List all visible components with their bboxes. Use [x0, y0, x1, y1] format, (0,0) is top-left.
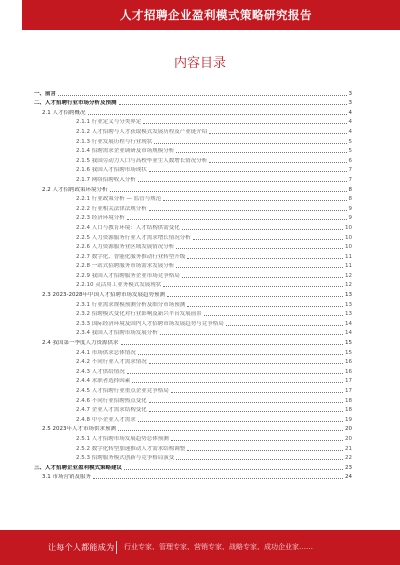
toc-leader-dots — [149, 363, 343, 364]
toc-entry-title: 2.2.6 人力资源服务业区域发展情况分析 — [76, 244, 175, 251]
toc-leader-dots — [163, 200, 346, 201]
toc-entry-page: 13 — [345, 301, 352, 308]
toc-entry-page: 8 — [348, 196, 352, 203]
toc-leader-dots — [182, 277, 343, 278]
toc-entry-page: 10 — [345, 224, 352, 231]
toc-entry-title: 2.1.5 我国劳动力人口与高校毕业生人数增长情况分析 — [76, 157, 208, 164]
toc-entry[interactable] — [34, 357, 352, 367]
toc-leader-dots — [132, 382, 343, 383]
header-tab-decoration — [0, 0, 22, 30]
toc-leader-dots — [187, 450, 343, 451]
toc-entry[interactable] — [34, 222, 352, 232]
toc-leader-dots — [118, 430, 343, 431]
toc-leader-dots — [138, 421, 343, 422]
toc-leader-dots — [121, 344, 344, 345]
toc-entry-page: 7 — [348, 176, 352, 183]
toc-entry-title: 三、人才招聘企业盈利模式策略建议 — [34, 464, 123, 471]
toc-leader-dots — [149, 411, 343, 412]
toc-entry-page: 4 — [348, 119, 352, 126]
toc-entry[interactable] — [34, 395, 352, 405]
toc-entry-page: 5 — [348, 138, 352, 145]
toc-entry[interactable] — [34, 414, 352, 424]
toc-leader-dots — [149, 171, 347, 172]
toc-entry-page: 13 — [345, 311, 352, 318]
toc-entry-title: 2.3.2 招聘模式变化对行业影响及新兴平台发展前景 — [76, 311, 202, 318]
toc-entry[interactable] — [34, 136, 352, 146]
toc-entry-page: 14 — [345, 330, 352, 337]
toc-leader-dots — [209, 133, 346, 134]
toc-entry[interactable] — [34, 462, 352, 472]
toc-leader-dots — [163, 286, 343, 287]
toc-entry[interactable] — [34, 337, 352, 347]
toc-entry-title: 2.5.1 人才招聘市场发展趋势总体预测 — [76, 435, 169, 442]
toc-entry-page: 12 — [345, 282, 352, 289]
toc-leader-dots — [187, 258, 343, 259]
toc-entry[interactable] — [34, 405, 352, 415]
toc-entry[interactable] — [34, 443, 352, 453]
toc-entry[interactable] — [34, 146, 352, 156]
toc-entry-page: 4 — [348, 128, 352, 135]
toc-entry-title: 2.2.2 行业相关法律法规分析 — [76, 205, 147, 212]
toc-entry[interactable] — [34, 318, 352, 328]
toc-entry[interactable] — [34, 98, 352, 108]
toc-entry-title: 2.1.6 我国人才招聘市场现状 — [76, 167, 147, 174]
footer-roles: 行业专家、管理专家、营销专家、战略专家、成功企业家…… — [124, 543, 313, 551]
toc-entry-page: 17 — [345, 388, 352, 394]
toc-entry-page: 11 — [345, 263, 352, 270]
toc-entry-title: 2.5.2 数字化转型加速推动人才需求结构调整 — [76, 445, 186, 452]
toc-entry[interactable] — [34, 165, 352, 175]
toc-entry-title: 2.2.8 一站式招聘服务市场需求发展分析 — [76, 263, 175, 270]
toc-entry-page: 13 — [345, 292, 352, 299]
toc-entry[interactable] — [34, 203, 352, 213]
toc-entry-title: 2.1.4 招聘需求企业调研及市场规模分析 — [76, 148, 175, 155]
toc-entry[interactable] — [34, 424, 352, 434]
toc-leader-dots — [171, 440, 343, 441]
toc-leader-dots — [149, 402, 343, 403]
toc-entry-page: 9 — [348, 205, 352, 212]
toc-entry-title: 2.2.9 我国人才招聘服务企业市场竞争格局 — [76, 272, 180, 279]
toc-leader-dots — [204, 315, 343, 316]
toc-entry-page: 15 — [345, 340, 352, 347]
toc-entry-title: 2.4.7 企业人才需求结构变化 — [76, 407, 147, 414]
toc-entry-page: 12 — [345, 272, 352, 279]
toc-entry[interactable] — [34, 117, 352, 127]
toc-entry-title: 2.4.6 不同行业招聘热点变化 — [76, 397, 147, 404]
toc-entry[interactable] — [34, 347, 352, 357]
toc-leader-dots — [193, 239, 343, 240]
toc-entry[interactable] — [34, 107, 352, 117]
toc-entry-title: 2.4.2 不同行业人才需求情况 — [76, 359, 147, 366]
toc-entry-page: 21 — [345, 445, 352, 452]
toc-entry-title: 2.1.1 行业定义与分类界定 — [76, 119, 142, 126]
toc-leader-dots — [110, 191, 347, 192]
toc-entry-page: 5 — [348, 148, 352, 155]
toc-entry-title: 二、人才招聘行业市场分析及预测 — [34, 100, 117, 107]
toc-entry[interactable] — [34, 174, 352, 184]
toc-entry-page: 10 — [345, 244, 352, 251]
toc-entry[interactable] — [34, 242, 352, 252]
toc-entry-page: 16 — [345, 368, 352, 375]
toc-entry[interactable] — [34, 88, 352, 98]
toc-entry-title: 2.2.10 灵活用工业务模式发展现状 — [76, 282, 162, 289]
footer-slogan: 让每个人都能成为 — [48, 543, 115, 552]
toc-entry-title: 2.2.1 行业政策分析 — 监管与规范 — [76, 196, 162, 203]
table-of-contents — [34, 88, 352, 481]
toc-entry[interactable] — [34, 289, 352, 299]
toc-entry-title: 2.4.4 求职者选择因素 — [76, 378, 131, 385]
toc-entry-title: 2.5.3 招聘服务模式创新与竞争格局演变 — [76, 455, 175, 462]
toc-leader-dots — [149, 210, 347, 211]
toc-entry[interactable] — [34, 251, 352, 261]
toc-leader-dots — [119, 104, 347, 105]
toc-entry-title: 2.1.7 网络招聘收入分析 — [76, 176, 136, 183]
toc-entry-title: 2.3.4 我国人才招聘市场发展分析 — [76, 330, 158, 337]
toc-entry-title: 2.1.3 行业发展历程与行业现状 — [76, 138, 153, 145]
toc-entry-title: 3.1 市场营销及服务 — [42, 474, 91, 481]
toc-entry[interactable] — [34, 155, 352, 165]
toc-entry-page: 4 — [348, 109, 352, 116]
toc-leader-dots — [182, 229, 343, 230]
toc-leader-dots — [154, 143, 346, 144]
toc-entry[interactable] — [34, 453, 352, 463]
toc-entry-title: 2.1 人才招聘概况 — [42, 109, 86, 116]
toc-entry-title: 2.4 我国第一季度人力资源供求 — [42, 340, 119, 347]
toc-heading: 内容目录 — [173, 56, 226, 71]
toc-entry-page: 18 — [345, 407, 352, 414]
toc-leader-dots — [124, 469, 343, 470]
toc-entry-page: 22 — [345, 455, 352, 462]
toc-entry[interactable] — [34, 126, 352, 136]
report-header — [0, 0, 400, 30]
toc-entry-page: 23 — [345, 464, 352, 471]
toc-entry-page: 18 — [345, 397, 352, 404]
toc-entry-title: 2.2.3 经济环境分析 — [76, 215, 125, 222]
toc-entry-title: 2.4.1 市场供求总体情况 — [76, 349, 136, 356]
toc-entry-page: 3 — [348, 90, 352, 97]
toc-entry-page: 19 — [345, 416, 352, 423]
toc-leader-dots — [176, 152, 346, 153]
toc-leader-dots — [209, 162, 346, 163]
toc-entry[interactable] — [34, 328, 352, 338]
toc-entry-title: 2.4.5 人才招聘行业重点企业竞争格局 — [76, 388, 169, 394]
toc-entry[interactable] — [34, 261, 352, 271]
toc-entry-page: 16 — [345, 359, 352, 366]
toc-entry-page: 3 — [348, 100, 352, 107]
toc-entry-title: 2.2 人才招聘政策环境分析 — [42, 186, 108, 193]
toc-entry-page: 6 — [348, 157, 352, 164]
toc-entry-page: 7 — [348, 167, 352, 174]
toc-entry-page: 20 — [345, 426, 352, 433]
toc-leader-dots — [127, 373, 343, 374]
toc-entry-title: 2.3.3 国际经济环境及国内人才招聘市场发展趋势与竞争格局 — [76, 320, 224, 327]
toc-entry[interactable] — [34, 232, 352, 242]
toc-entry-page: 17 — [345, 378, 352, 385]
toc-leader-dots — [138, 181, 347, 182]
toc-entry[interactable] — [34, 309, 352, 319]
toc-entry[interactable] — [34, 366, 352, 376]
toc-entry-title: 一、前言 — [34, 90, 57, 97]
toc-entry-page: 14 — [345, 320, 352, 327]
toc-entry-title: 2.3 2023-2028年中国人才招聘市场发展趋势预测 — [42, 292, 165, 299]
toc-entry[interactable] — [34, 270, 352, 280]
toc-entry[interactable] — [34, 194, 352, 204]
toc-leader-dots — [176, 248, 343, 249]
toc-entry-title: 2.4.3 人才供给情况 — [76, 368, 125, 375]
toc-leader-dots — [187, 306, 343, 307]
toc-entry[interactable] — [34, 213, 352, 223]
toc-leader-dots — [171, 392, 343, 393]
toc-entry-page: 24 — [345, 474, 352, 481]
toc-entry[interactable] — [34, 472, 352, 482]
toc-entry-page: 9 — [348, 215, 352, 222]
footer-divider — [116, 541, 117, 554]
toc-entry[interactable] — [34, 184, 352, 194]
toc-entry[interactable] — [34, 299, 352, 309]
toc-leader-dots — [58, 95, 346, 96]
toc-entry-title: 2.2.7 数字化、智能化服务推动行业转型升级 — [76, 253, 186, 260]
toc-entry-page: 8 — [348, 186, 352, 193]
toc-leader-dots — [167, 296, 343, 297]
toc-entry[interactable] — [34, 376, 352, 386]
toc-leader-dots — [88, 114, 347, 115]
toc-entry-page: 15 — [345, 349, 352, 356]
toc-entry[interactable] — [34, 385, 352, 395]
toc-leader-dots — [93, 478, 343, 479]
toc-leader-dots — [176, 267, 343, 268]
toc-entry-title: 2.2.5 人力资源服务行业人才需求增长情况分析 — [76, 234, 191, 241]
toc-entry-title: 2.5 2023年人才市场供求预测 — [42, 426, 116, 433]
report-footer — [0, 530, 400, 565]
toc-entry[interactable] — [34, 280, 352, 290]
toc-entry-page: 20 — [345, 435, 352, 442]
toc-entry-title: 2.4.8 中小企业人才需求 — [76, 416, 136, 423]
toc-leader-dots — [138, 354, 343, 355]
toc-entry-title: 2.1.2 人才招聘与人才获取模式发展历程及产业链介绍 — [76, 128, 208, 135]
header-notch-decoration — [22, 0, 32, 30]
toc-leader-dots — [127, 219, 347, 220]
toc-entry-page: 11 — [345, 253, 352, 260]
toc-leader-dots — [143, 123, 346, 124]
toc-leader-dots — [176, 459, 343, 460]
toc-entry-title: 2.2.4 人口与教育环境：人才结构供需变化 — [76, 224, 180, 231]
toc-leader-dots — [160, 334, 343, 335]
report-title: 人才招聘企业盈利模式策略研究报告 — [120, 8, 312, 22]
toc-leader-dots — [226, 325, 343, 326]
toc-entry-title: 2.3.1 行业需求规模预测分析及细分市场预测 — [76, 301, 186, 308]
toc-entry-page: 10 — [345, 234, 352, 241]
toc-entry[interactable] — [34, 433, 352, 443]
